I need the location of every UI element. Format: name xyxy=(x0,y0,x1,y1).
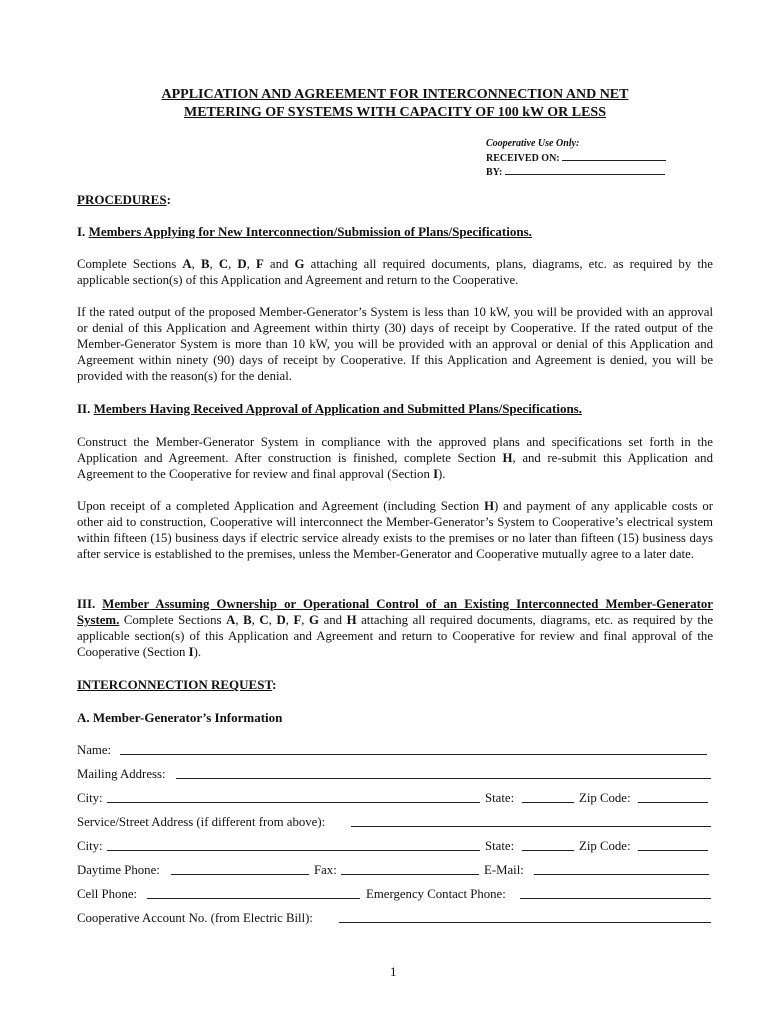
title-line-1: APPLICATION AND AGREEMENT FOR INTERCONNECTION AND NET xyxy=(161,87,629,102)
section-3-heading: Member Assuming Ownership or Operational Control of an Existing Interconnected Member-Generator System. xyxy=(77,597,713,627)
cooperative-use-heading: Cooperative Use Only: xyxy=(486,138,580,149)
member-generator-info-heading: A. Member-Generator’s Information xyxy=(77,710,283,725)
zip-code-label: Zip Code: xyxy=(579,791,631,805)
account-number-field[interactable] xyxy=(339,922,711,923)
service-address-label: Service/Street Address (if different from above): xyxy=(77,815,326,829)
section-2-paragraph-2: Upon receipt of a completed Application and Agreement (including Section H) and payment of any applicable costs or other aid to construction, Cooperative will interconnect the Member-Generator’s System to Cooperative’s electrical system within fifteen (15) business days if electric service already exists to the premises or no later than fifteen (15) business days after service is established to the premises, unless the Member-Generator and Cooperative mutually agree to a later date. xyxy=(77,499,713,561)
daytime-phone-field[interactable] xyxy=(171,874,309,875)
cooperative-use-box xyxy=(486,138,666,180)
section-3-paragraph: III. Member Assuming Ownership or Operational Control of an Existing Interconnected Member-Generator System. Complete Sections A, B, C, D, F, G and H attaching all required documents, diagrams, etc. as required by the applicable section(s) of this Application and Agreement and return to Cooperative for review and final approval of the Cooperative (Section I). xyxy=(77,597,714,659)
service-zip-code-field[interactable] xyxy=(638,850,708,851)
state-label: State: xyxy=(485,791,515,805)
section-1-paragraph-1: Complete Sections A, B, C, D, F and G attaching all required documents, plans, diagrams, etc. as required by the applicable section(s) of this Application and Agreement and return to the Cooperative. xyxy=(77,257,713,287)
mailing-address-row xyxy=(77,766,713,782)
account-number-row xyxy=(77,910,713,926)
page-number: 1 xyxy=(390,964,397,979)
zip-code-field[interactable] xyxy=(638,802,708,803)
section-1-heading: I. Members Applying for New Interconnection/Submission of Plans/Specifications. xyxy=(77,224,532,239)
emergency-phone-field[interactable] xyxy=(520,898,711,899)
mailing-address-field[interactable] xyxy=(176,778,711,779)
city-row xyxy=(77,790,713,806)
phone-row xyxy=(77,862,713,878)
procedures-heading: PROCEDURES: xyxy=(77,192,171,207)
name-label: Name: xyxy=(77,743,112,757)
name-field[interactable] xyxy=(120,754,707,755)
emergency-phone-label: Emergency Contact Phone: xyxy=(366,887,506,901)
name-row xyxy=(77,742,713,758)
mailing-address-label: Mailing Address: xyxy=(77,767,166,781)
service-city-field[interactable] xyxy=(107,850,480,851)
email-field[interactable] xyxy=(534,874,709,875)
account-number-label: Cooperative Account No. (from Electric Bill): xyxy=(77,911,313,925)
email-label: E-Mail: xyxy=(484,863,524,877)
interconnection-request-heading: INTERCONNECTION REQUEST: xyxy=(77,677,277,692)
daytime-phone-label: Daytime Phone: xyxy=(77,863,160,877)
cell-phone-field[interactable] xyxy=(147,898,360,899)
city-label: City: xyxy=(77,791,103,805)
by-label: BY: xyxy=(486,167,503,178)
service-city-row xyxy=(77,838,713,854)
service-address-field[interactable] xyxy=(351,826,711,827)
service-city-label: City: xyxy=(77,839,103,853)
service-state-label: State: xyxy=(485,839,515,853)
title-line-2: METERING OF SYSTEMS WITH CAPACITY OF 100 kW OR LESS xyxy=(183,105,607,120)
service-state-field[interactable] xyxy=(522,850,574,851)
fax-field[interactable] xyxy=(341,874,479,875)
fax-label: Fax: xyxy=(314,863,337,877)
section-2-paragraph-1: Construct the Member-Generator System in compliance with the approved plans and specifications set forth in the Application and Agreement. After construction is finished, complete Section H, and re-submit this Application and Agreement to the Cooperative for review and final approval (Section I). xyxy=(77,435,713,481)
document-title xyxy=(0,86,770,122)
state-field[interactable] xyxy=(522,802,574,803)
received-on-field[interactable] xyxy=(562,151,666,161)
section-2-heading: II. Members Having Received Approval of Application and Submitted Plans/Specifications. xyxy=(77,401,582,416)
city-field[interactable] xyxy=(107,802,480,803)
service-zip-code-label: Zip Code: xyxy=(579,839,631,853)
cell-phone-label: Cell Phone: xyxy=(77,887,138,901)
received-on-label: RECEIVED ON: xyxy=(486,152,560,164)
service-address-row xyxy=(77,814,713,830)
section-1-paragraph-2: If the rated output of the proposed Member-Generator’s System is less than 10 kW, you will be provided with an approval or denial of this Application and Agreement within thirty (30) days of receipt by Cooperative. If the rated output of the Member-Generator System is more than 10 kW, you will be provided with an approval or denial of this Application and Agreement within ninety (90) days of receipt by Cooperative. If this Application and Agreement is denied, you will be provided with the reason(s) for the denial. xyxy=(77,305,713,383)
by-field[interactable] xyxy=(505,165,665,175)
cell-phone-row xyxy=(77,886,713,902)
